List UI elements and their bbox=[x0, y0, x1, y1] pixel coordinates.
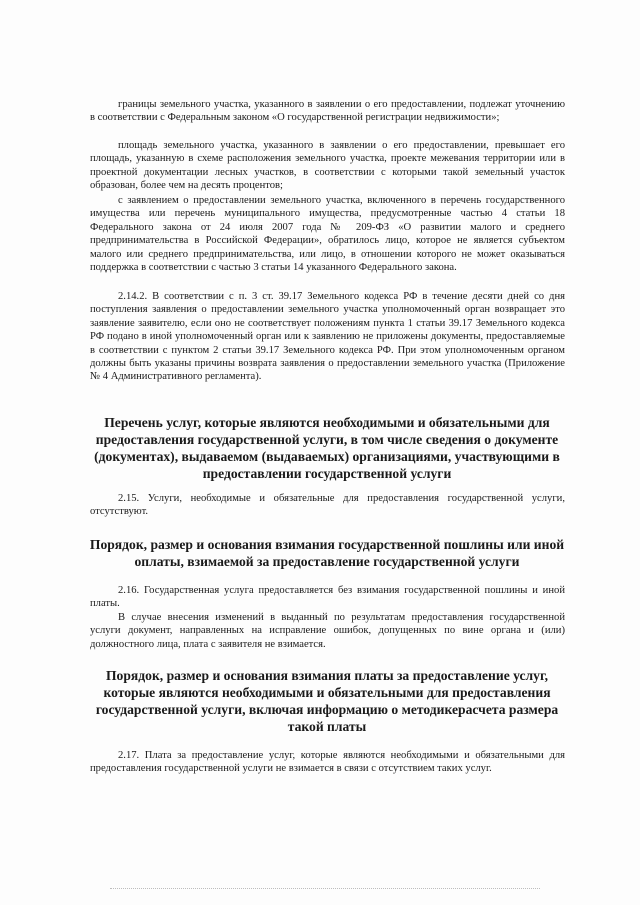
paragraph-sme-applicant: с заявлением о предоставлении земельного участка, включенного в перечень государственного имущества или перечень муниципального имущества, предусмотренные частью 4 статьи 18 Федерального закона от 24 июля 2007 года № 209-ФЗ «О развитии малого и среднего предпринимательства в Российской Федерации», обратилось лицо, которое не является субъектом малого или среднего предпринимательства, или лицо, в отношении которого не может оказываться поддержка в соответствии с частью 3 статьи 14 указанного Федерального закона. bbox=[90, 195, 565, 274]
paragraph-cadastral-boundaries: границы земельного участка, указанного в заявлении о его предоставлении, подлежат уточнению в соответствии с Федеральным законом «О государственной регистрации недвижимости»; bbox=[90, 99, 565, 124]
paragraph-2-17: 2.17. Плата за предоставление услуг, которые являются необходимыми и обязательными для предоставления государственной услуги не взимается в связи с отсутствием таких услуг. bbox=[90, 750, 565, 775]
paragraph-2-16: 2.16. Государственная услуга предоставляется без взимания государственной пошлины и иной платы. bbox=[90, 585, 565, 610]
heading-state-fee: Порядок, размер и основания взимания государственной пошлины или иной оплаты, взимаемой за предоставление государственной услуги bbox=[89, 537, 565, 569]
heading-payment-for-services: Порядок, размер и основания взимания платы за предоставление услуг, которые являются необходимыми и обязательными для предоставления государственной услуги, включая информацию о методикерасчета размера такой платы bbox=[95, 668, 559, 734]
paragraph-2-14-2: 2.14.2. В соответствии с п. 3 ст. 39.17 Земельного кодекса РФ в течение десяти дней со дня поступления заявления о предоставлении земельного участка уполномоченный орган возвращает это заявление заявителю, если оно не соответствует положениям пункта 1 статьи 39.17 Земельного кодекса РФ подано в иной уполномоченный орган или к заявлению не приложены документы, предоставляемые в соответствии с пунктом 2 статьи 39.17 Земельного кодекса РФ. При этом уполномоченным органом должны быть указаны причины возврата заявления о предоставлении земельного участка (Приложение № 4 Административного регламента). bbox=[90, 291, 565, 383]
page-bottom-edge bbox=[110, 888, 540, 890]
paragraph-area-exceeds: площадь земельного участка, указанного в заявлении о его предоставлении, превышает его площадь, указанную в схеме расположения земельного участка, проекте межевания территории или в проектной документации лесных участков, в соответствии с которыми такой земельный участок образован, более чем на десять процентов; bbox=[90, 140, 565, 192]
paragraph-2-15: 2.15. Услуги, необходимые и обязательные для предоставления государственной услуги, отсутствуют. bbox=[90, 493, 565, 518]
heading-required-services: Перечень услуг, которые являются необходимыми и обязательными для предоставления государственной услуги, в том числе сведения о документе (документах), выдаваемом (выдаваемых) организациями, участвующими в предоставлении государственной услуги bbox=[94, 415, 560, 481]
paragraph-corrections-free: В случае внесения изменений в выданный по результатам предоставления государственной услуги документ, направленных на исправление ошибок, допущенных по вине органа и (или) должностного лица, плата с заявителя не взимается. bbox=[90, 612, 565, 650]
